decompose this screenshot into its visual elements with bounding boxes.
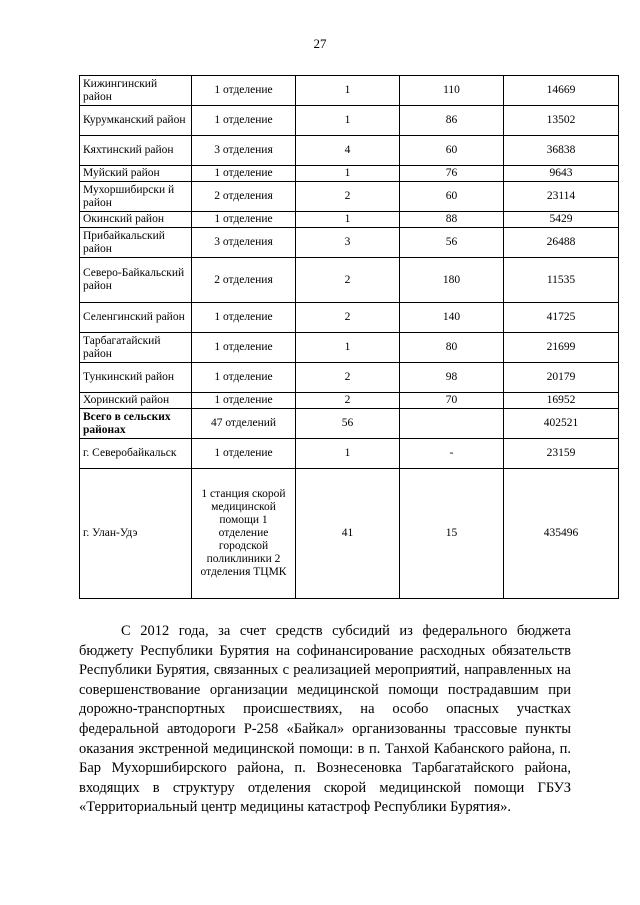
table-row xyxy=(80,182,619,212)
district-cell: Окинский район xyxy=(80,212,192,228)
value-cell: 76 xyxy=(400,166,504,182)
count-cell: 1 xyxy=(296,166,400,182)
departments-cell: 3 отделения xyxy=(192,228,296,258)
total-cell: 11535 xyxy=(504,258,619,303)
table-row xyxy=(80,228,619,258)
district-cell: г. Улан-Удэ xyxy=(80,469,192,599)
count-cell: 4 xyxy=(296,136,400,166)
count-cell: 1 xyxy=(296,439,400,469)
count-cell: 1 xyxy=(296,106,400,136)
table-row xyxy=(80,363,619,393)
count-cell: 41 xyxy=(296,469,400,599)
departments-cell: 3 отделения xyxy=(192,136,296,166)
district-cell: Всего в сельских районах xyxy=(80,409,192,439)
departments-cell: 47 отделений xyxy=(192,409,296,439)
value-cell: 86 xyxy=(400,106,504,136)
value-cell: 110 xyxy=(400,76,504,106)
departments-cell: 1 отделение xyxy=(192,166,296,182)
district-cell: Курумканский район xyxy=(80,106,192,136)
table-row xyxy=(80,166,619,182)
table-row xyxy=(80,258,619,303)
district-cell: Хоринский район xyxy=(80,393,192,409)
departments-cell: 1 отделение xyxy=(192,393,296,409)
total-cell: 23159 xyxy=(504,439,619,469)
departments-cell: 1 станция скорой медицинской помощи 1 отделение городской поликлиники 2 отделения ТЦМК xyxy=(192,469,296,599)
value-cell xyxy=(400,409,504,439)
departments-cell: 1 отделение xyxy=(192,363,296,393)
departments-cell: 1 отделение xyxy=(192,76,296,106)
departments-cell: 1 отделение xyxy=(192,212,296,228)
total-cell: 435496 xyxy=(504,469,619,599)
district-cell: Селенгинский район xyxy=(80,303,192,333)
count-cell: 1 xyxy=(296,333,400,363)
table-row xyxy=(80,409,619,439)
count-cell: 2 xyxy=(296,363,400,393)
value-cell: 140 xyxy=(400,303,504,333)
total-cell: 41725 xyxy=(504,303,619,333)
value-cell: 80 xyxy=(400,333,504,363)
district-cell: Прибайкальский район xyxy=(80,228,192,258)
table-row xyxy=(80,303,619,333)
district-cell: Кяхтинский район xyxy=(80,136,192,166)
value-cell: - xyxy=(400,439,504,469)
total-cell: 402521 xyxy=(504,409,619,439)
departments-cell: 2 отделения xyxy=(192,258,296,303)
value-cell: 98 xyxy=(400,363,504,393)
value-cell: 56 xyxy=(400,228,504,258)
count-cell: 3 xyxy=(296,228,400,258)
total-cell: 14669 xyxy=(504,76,619,106)
departments-cell: 2 отделения xyxy=(192,182,296,212)
district-cell: Кижингинский район xyxy=(80,76,192,106)
table-row xyxy=(80,333,619,363)
total-cell: 16952 xyxy=(504,393,619,409)
district-cell: Северо-Байкальский район xyxy=(80,258,192,303)
table-row xyxy=(80,212,619,228)
count-cell: 2 xyxy=(296,182,400,212)
count-cell: 2 xyxy=(296,393,400,409)
value-cell: 70 xyxy=(400,393,504,409)
table-row xyxy=(80,469,619,599)
count-cell: 1 xyxy=(296,212,400,228)
total-cell: 13502 xyxy=(504,106,619,136)
total-cell: 9643 xyxy=(504,166,619,182)
district-cell: Муйский район xyxy=(80,166,192,182)
table-body xyxy=(80,76,619,599)
table-row xyxy=(80,76,619,106)
departments-cell: 1 отделение xyxy=(192,303,296,333)
count-cell: 2 xyxy=(296,258,400,303)
value-cell: 15 xyxy=(400,469,504,599)
value-cell: 180 xyxy=(400,258,504,303)
count-cell: 56 xyxy=(296,409,400,439)
district-cell: г. Северобайкальск xyxy=(80,439,192,469)
total-cell: 5429 xyxy=(504,212,619,228)
total-cell: 23114 xyxy=(504,182,619,212)
table-row xyxy=(80,439,619,469)
page-number: 27 xyxy=(313,36,327,51)
count-cell: 1 xyxy=(296,76,400,106)
body-paragraph: С 2012 года, за счет средств субсидий из федерального бюджета бюджету Республики Бурятия на софинансирование расходных обязательств Республики Бурятия, связанных с реализацией мероприятий, направленных на совершенствование организации медицинской помощи пострадавшим при дорожно-транспортных происшествиях, на особо опасных участках федеральной автодороги Р-258 «Байкал» организованны трассовые пункты оказания экстренной медицинской помощи: в п. Танхой Кабанского района, п. Бар Мухоршибирского района, п. Вознесеновка Тарбагатайского района, входящих в структуру отделения скорой медицинской помощи ГБУЗ «Территориальный центр медицины катастроф Республики Бурятия». xyxy=(79,623,571,816)
table-row xyxy=(80,106,619,136)
table-row xyxy=(80,136,619,166)
total-cell: 20179 xyxy=(504,363,619,393)
total-cell: 36838 xyxy=(504,136,619,166)
statistics-table xyxy=(79,75,619,599)
district-cell: Тарбагатайский район xyxy=(80,333,192,363)
value-cell: 60 xyxy=(400,182,504,212)
total-cell: 21699 xyxy=(504,333,619,363)
table-row xyxy=(80,393,619,409)
departments-cell: 1 отделение xyxy=(192,106,296,136)
district-cell: Тункинский район xyxy=(80,363,192,393)
count-cell: 2 xyxy=(296,303,400,333)
departments-cell: 1 отделение xyxy=(192,333,296,363)
departments-cell: 1 отделение xyxy=(192,439,296,469)
district-cell: Мухоршибирски й район xyxy=(80,182,192,212)
value-cell: 60 xyxy=(400,136,504,166)
total-cell: 26488 xyxy=(504,228,619,258)
value-cell: 88 xyxy=(400,212,504,228)
